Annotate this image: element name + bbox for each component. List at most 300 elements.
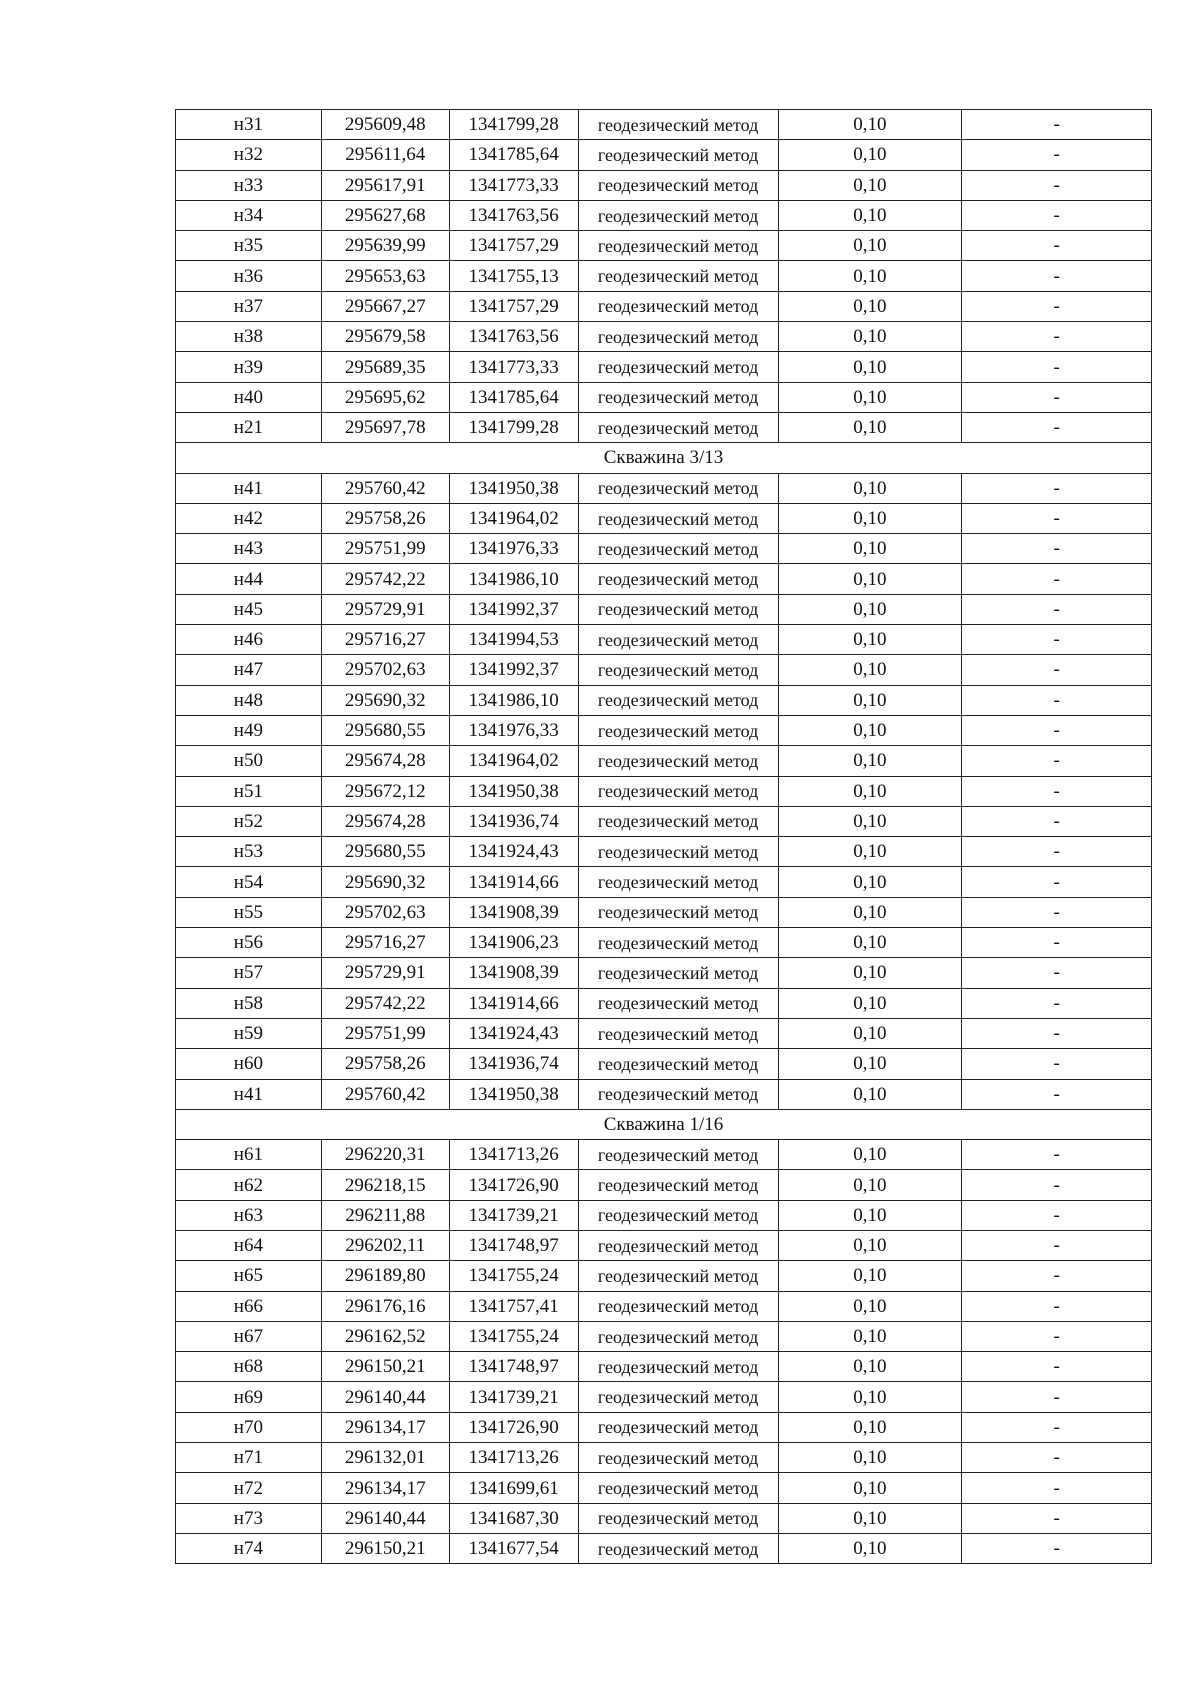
y-coordinate-cell: 1341755,24	[449, 1321, 578, 1351]
y-coordinate-cell: 1341739,21	[449, 1382, 578, 1412]
note-cell: -	[962, 473, 1152, 503]
accuracy-cell: 0,10	[778, 1079, 962, 1109]
point-name-cell: н45	[176, 594, 322, 624]
y-coordinate-cell: 1341924,43	[449, 837, 578, 867]
note-cell: -	[962, 928, 1152, 958]
x-coordinate-cell: 296220,31	[321, 1140, 449, 1170]
method-cell: геодезический метод	[578, 1170, 778, 1200]
point-name-cell: н37	[176, 291, 322, 321]
x-coordinate-cell: 295653,63	[321, 261, 449, 291]
y-coordinate-cell: 1341773,33	[449, 170, 578, 200]
note-cell: -	[962, 1443, 1152, 1473]
table-row	[176, 1443, 1152, 1473]
note-cell: -	[962, 746, 1152, 776]
accuracy-cell: 0,10	[778, 200, 962, 230]
y-coordinate-cell: 1341950,38	[449, 776, 578, 806]
note-cell: -	[962, 1079, 1152, 1109]
x-coordinate-cell: 295702,63	[321, 897, 449, 927]
x-coordinate-cell: 295679,58	[321, 322, 449, 352]
method-cell: геодезический метод	[578, 1140, 778, 1170]
point-name-cell: н21	[176, 412, 322, 442]
point-name-cell: н67	[176, 1321, 322, 1351]
accuracy-cell: 0,10	[778, 534, 962, 564]
table-row	[176, 473, 1152, 503]
table-row	[176, 685, 1152, 715]
table-row	[176, 776, 1152, 806]
coordinates-table-body	[176, 110, 1152, 1564]
method-cell: геодезический метод	[578, 988, 778, 1018]
point-name-cell: н51	[176, 776, 322, 806]
method-cell: геодезический метод	[578, 1321, 778, 1351]
accuracy-cell: 0,10	[778, 110, 962, 140]
point-name-cell: н71	[176, 1443, 322, 1473]
method-cell: геодезический метод	[578, 715, 778, 745]
point-name-cell: н50	[176, 746, 322, 776]
y-coordinate-cell: 1341908,39	[449, 958, 578, 988]
accuracy-cell: 0,10	[778, 867, 962, 897]
point-name-cell: н44	[176, 564, 322, 594]
method-cell: геодезический метод	[578, 776, 778, 806]
method-cell: геодезический метод	[578, 1473, 778, 1503]
y-coordinate-cell: 1341785,64	[449, 382, 578, 412]
x-coordinate-cell: 296132,01	[321, 1443, 449, 1473]
x-coordinate-cell: 296202,11	[321, 1230, 449, 1260]
accuracy-cell: 0,10	[778, 746, 962, 776]
x-coordinate-cell: 295742,22	[321, 988, 449, 1018]
point-name-cell: н54	[176, 867, 322, 897]
table-row	[176, 412, 1152, 442]
method-cell: геодезический метод	[578, 1443, 778, 1473]
method-cell: геодезический метод	[578, 534, 778, 564]
accuracy-cell: 0,10	[778, 988, 962, 1018]
y-coordinate-cell: 1341687,30	[449, 1503, 578, 1533]
y-coordinate-cell: 1341799,28	[449, 412, 578, 442]
table-row	[176, 897, 1152, 927]
accuracy-cell: 0,10	[778, 1261, 962, 1291]
table-row	[176, 1412, 1152, 1442]
y-coordinate-cell: 1341713,26	[449, 1443, 578, 1473]
y-coordinate-cell: 1341950,38	[449, 1079, 578, 1109]
table-row	[176, 1049, 1152, 1079]
accuracy-cell: 0,10	[778, 1049, 962, 1079]
table-row	[176, 594, 1152, 624]
point-name-cell: н70	[176, 1412, 322, 1442]
point-name-cell: н42	[176, 503, 322, 533]
table-row	[176, 1321, 1152, 1351]
y-coordinate-cell: 1341976,33	[449, 534, 578, 564]
y-coordinate-cell: 1341748,97	[449, 1230, 578, 1260]
table-row	[176, 928, 1152, 958]
method-cell: геодезический метод	[578, 1261, 778, 1291]
y-coordinate-cell: 1341757,29	[449, 291, 578, 321]
y-coordinate-cell: 1341964,02	[449, 503, 578, 533]
accuracy-cell: 0,10	[778, 958, 962, 988]
method-cell: геодезический метод	[578, 231, 778, 261]
method-cell: геодезический метод	[578, 352, 778, 382]
method-cell: геодезический метод	[578, 170, 778, 200]
y-coordinate-cell: 1341739,21	[449, 1200, 578, 1230]
y-coordinate-cell: 1341914,66	[449, 988, 578, 1018]
accuracy-cell: 0,10	[778, 1352, 962, 1382]
method-cell: геодезический метод	[578, 1412, 778, 1442]
accuracy-cell: 0,10	[778, 806, 962, 836]
point-name-cell: н41	[176, 1079, 322, 1109]
x-coordinate-cell: 295609,48	[321, 110, 449, 140]
method-cell: геодезический метод	[578, 867, 778, 897]
point-name-cell: н38	[176, 322, 322, 352]
x-coordinate-cell: 295760,42	[321, 1079, 449, 1109]
point-name-cell: н58	[176, 988, 322, 1018]
x-coordinate-cell: 295697,78	[321, 412, 449, 442]
note-cell: -	[962, 352, 1152, 382]
accuracy-cell: 0,10	[778, 1382, 962, 1412]
method-cell: геодезический метод	[578, 746, 778, 776]
accuracy-cell: 0,10	[778, 1291, 962, 1321]
note-cell: -	[962, 1352, 1152, 1382]
y-coordinate-cell: 1341726,90	[449, 1170, 578, 1200]
x-coordinate-cell: 295729,91	[321, 594, 449, 624]
note-cell: -	[962, 685, 1152, 715]
y-coordinate-cell: 1341936,74	[449, 806, 578, 836]
note-cell: -	[962, 1291, 1152, 1321]
table-row	[176, 1533, 1152, 1563]
accuracy-cell: 0,10	[778, 352, 962, 382]
y-coordinate-cell: 1341755,24	[449, 1261, 578, 1291]
method-cell: геодезический метод	[578, 1079, 778, 1109]
table-row	[176, 1291, 1152, 1321]
x-coordinate-cell: 295611,64	[321, 140, 449, 170]
section-title: Скважина 1/16	[176, 1109, 1152, 1139]
y-coordinate-cell: 1341699,61	[449, 1473, 578, 1503]
y-coordinate-cell: 1341763,56	[449, 200, 578, 230]
x-coordinate-cell: 296162,52	[321, 1321, 449, 1351]
note-cell: -	[962, 1200, 1152, 1230]
note-cell: -	[962, 867, 1152, 897]
method-cell: геодезический метод	[578, 473, 778, 503]
y-coordinate-cell: 1341986,10	[449, 564, 578, 594]
x-coordinate-cell: 295680,55	[321, 837, 449, 867]
accuracy-cell: 0,10	[778, 897, 962, 927]
method-cell: геодезический метод	[578, 1503, 778, 1533]
x-coordinate-cell: 295639,99	[321, 231, 449, 261]
note-cell: -	[962, 382, 1152, 412]
point-name-cell: н48	[176, 685, 322, 715]
table-row	[176, 837, 1152, 867]
note-cell: -	[962, 1503, 1152, 1533]
note-cell: -	[962, 1230, 1152, 1260]
note-cell: -	[962, 1533, 1152, 1563]
y-coordinate-cell: 1341950,38	[449, 473, 578, 503]
note-cell: -	[962, 806, 1152, 836]
note-cell: -	[962, 715, 1152, 745]
x-coordinate-cell: 295716,27	[321, 625, 449, 655]
x-coordinate-cell: 295702,63	[321, 655, 449, 685]
method-cell: геодезический метод	[578, 1352, 778, 1382]
accuracy-cell: 0,10	[778, 685, 962, 715]
note-cell: -	[962, 958, 1152, 988]
y-coordinate-cell: 1341986,10	[449, 685, 578, 715]
method-cell: геодезический метод	[578, 1291, 778, 1321]
table-row	[176, 1230, 1152, 1260]
y-coordinate-cell: 1341748,97	[449, 1352, 578, 1382]
method-cell: геодезический метод	[578, 655, 778, 685]
point-name-cell: н32	[176, 140, 322, 170]
accuracy-cell: 0,10	[778, 382, 962, 412]
x-coordinate-cell: 295617,91	[321, 170, 449, 200]
note-cell: -	[962, 503, 1152, 533]
x-coordinate-cell: 295751,99	[321, 534, 449, 564]
table-row	[176, 231, 1152, 261]
y-coordinate-cell: 1341757,41	[449, 1291, 578, 1321]
method-cell: геодезический метод	[578, 1230, 778, 1260]
point-name-cell: н66	[176, 1291, 322, 1321]
accuracy-cell: 0,10	[778, 564, 962, 594]
accuracy-cell: 0,10	[778, 1321, 962, 1351]
point-name-cell: н72	[176, 1473, 322, 1503]
point-name-cell: н49	[176, 715, 322, 745]
method-cell: геодезический метод	[578, 1049, 778, 1079]
note-cell: -	[962, 594, 1152, 624]
note-cell: -	[962, 564, 1152, 594]
y-coordinate-cell: 1341677,54	[449, 1533, 578, 1563]
point-name-cell: н60	[176, 1049, 322, 1079]
method-cell: геодезический метод	[578, 1018, 778, 1048]
table-row	[176, 1018, 1152, 1048]
section-header-row	[176, 1109, 1152, 1139]
note-cell: -	[962, 140, 1152, 170]
point-name-cell: н68	[176, 1352, 322, 1382]
note-cell: -	[962, 170, 1152, 200]
y-coordinate-cell: 1341964,02	[449, 746, 578, 776]
point-name-cell: н73	[176, 1503, 322, 1533]
point-name-cell: н59	[176, 1018, 322, 1048]
note-cell: -	[962, 110, 1152, 140]
accuracy-cell: 0,10	[778, 1170, 962, 1200]
table-row	[176, 322, 1152, 352]
table-row	[176, 291, 1152, 321]
note-cell: -	[962, 200, 1152, 230]
table-row	[176, 1200, 1152, 1230]
y-coordinate-cell: 1341976,33	[449, 715, 578, 745]
method-cell: геодезический метод	[578, 412, 778, 442]
accuracy-cell: 0,10	[778, 1533, 962, 1563]
table-row	[176, 1261, 1152, 1291]
point-name-cell: н63	[176, 1200, 322, 1230]
accuracy-cell: 0,10	[778, 1412, 962, 1442]
table-row	[176, 110, 1152, 140]
note-cell: -	[962, 231, 1152, 261]
x-coordinate-cell: 296150,21	[321, 1352, 449, 1382]
note-cell: -	[962, 1261, 1152, 1291]
point-name-cell: н56	[176, 928, 322, 958]
x-coordinate-cell: 295680,55	[321, 715, 449, 745]
note-cell: -	[962, 291, 1152, 321]
note-cell: -	[962, 988, 1152, 1018]
note-cell: -	[962, 837, 1152, 867]
note-cell: -	[962, 1321, 1152, 1351]
table-row	[176, 746, 1152, 776]
method-cell: геодезический метод	[578, 200, 778, 230]
accuracy-cell: 0,10	[778, 1473, 962, 1503]
accuracy-cell: 0,10	[778, 140, 962, 170]
accuracy-cell: 0,10	[778, 625, 962, 655]
y-coordinate-cell: 1341773,33	[449, 352, 578, 382]
x-coordinate-cell: 295672,12	[321, 776, 449, 806]
x-coordinate-cell: 296176,16	[321, 1291, 449, 1321]
method-cell: геодезический метод	[578, 1382, 778, 1412]
accuracy-cell: 0,10	[778, 715, 962, 745]
y-coordinate-cell: 1341757,29	[449, 231, 578, 261]
x-coordinate-cell: 296140,44	[321, 1382, 449, 1412]
method-cell: геодезический метод	[578, 897, 778, 927]
note-cell: -	[962, 1412, 1152, 1442]
point-name-cell: н43	[176, 534, 322, 564]
y-coordinate-cell: 1341992,37	[449, 655, 578, 685]
x-coordinate-cell: 295729,91	[321, 958, 449, 988]
table-row	[176, 564, 1152, 594]
x-coordinate-cell: 296211,88	[321, 1200, 449, 1230]
y-coordinate-cell: 1341785,64	[449, 140, 578, 170]
table-row	[176, 715, 1152, 745]
accuracy-cell: 0,10	[778, 776, 962, 806]
table-row	[176, 1140, 1152, 1170]
point-name-cell: н53	[176, 837, 322, 867]
y-coordinate-cell: 1341994,53	[449, 625, 578, 655]
coordinates-table	[175, 109, 1152, 1564]
table-row	[176, 1352, 1152, 1382]
x-coordinate-cell: 295674,28	[321, 806, 449, 836]
point-name-cell: н41	[176, 473, 322, 503]
table-row	[176, 1473, 1152, 1503]
y-coordinate-cell: 1341906,23	[449, 928, 578, 958]
point-name-cell: н31	[176, 110, 322, 140]
point-name-cell: н35	[176, 231, 322, 261]
table-row	[176, 867, 1152, 897]
table-row	[176, 534, 1152, 564]
accuracy-cell: 0,10	[778, 1018, 962, 1048]
accuracy-cell: 0,10	[778, 1140, 962, 1170]
table-row	[176, 806, 1152, 836]
note-cell: -	[962, 412, 1152, 442]
x-coordinate-cell: 295751,99	[321, 1018, 449, 1048]
method-cell: геодезический метод	[578, 261, 778, 291]
accuracy-cell: 0,10	[778, 291, 962, 321]
y-coordinate-cell: 1341713,26	[449, 1140, 578, 1170]
section-title: Скважина 3/13	[176, 443, 1152, 473]
point-name-cell: н52	[176, 806, 322, 836]
note-cell: -	[962, 322, 1152, 352]
x-coordinate-cell: 295689,35	[321, 352, 449, 382]
table-row	[176, 1079, 1152, 1109]
point-name-cell: н65	[176, 1261, 322, 1291]
y-coordinate-cell: 1341755,13	[449, 261, 578, 291]
accuracy-cell: 0,10	[778, 231, 962, 261]
table-row	[176, 170, 1152, 200]
x-coordinate-cell: 295667,27	[321, 291, 449, 321]
accuracy-cell: 0,10	[778, 594, 962, 624]
method-cell: геодезический метод	[578, 594, 778, 624]
accuracy-cell: 0,10	[778, 655, 962, 685]
section-header-row	[176, 443, 1152, 473]
method-cell: геодезический метод	[578, 625, 778, 655]
x-coordinate-cell: 296140,44	[321, 1503, 449, 1533]
note-cell: -	[962, 1018, 1152, 1048]
point-name-cell: н74	[176, 1533, 322, 1563]
y-coordinate-cell: 1341726,90	[449, 1412, 578, 1442]
point-name-cell: н57	[176, 958, 322, 988]
table-row	[176, 1382, 1152, 1412]
method-cell: геодезический метод	[578, 806, 778, 836]
note-cell: -	[962, 1049, 1152, 1079]
note-cell: -	[962, 261, 1152, 291]
y-coordinate-cell: 1341992,37	[449, 594, 578, 624]
note-cell: -	[962, 655, 1152, 685]
y-coordinate-cell: 1341924,43	[449, 1018, 578, 1048]
note-cell: -	[962, 625, 1152, 655]
note-cell: -	[962, 1473, 1152, 1503]
point-name-cell: н33	[176, 170, 322, 200]
point-name-cell: н39	[176, 352, 322, 382]
y-coordinate-cell: 1341908,39	[449, 897, 578, 927]
note-cell: -	[962, 897, 1152, 927]
accuracy-cell: 0,10	[778, 1443, 962, 1473]
point-name-cell: н40	[176, 382, 322, 412]
table-row	[176, 140, 1152, 170]
x-coordinate-cell: 296134,17	[321, 1473, 449, 1503]
accuracy-cell: 0,10	[778, 928, 962, 958]
point-name-cell: н46	[176, 625, 322, 655]
x-coordinate-cell: 295758,26	[321, 1049, 449, 1079]
y-coordinate-cell: 1341799,28	[449, 110, 578, 140]
point-name-cell: н69	[176, 1382, 322, 1412]
x-coordinate-cell: 296150,21	[321, 1533, 449, 1563]
method-cell: геодезический метод	[578, 1533, 778, 1563]
y-coordinate-cell: 1341936,74	[449, 1049, 578, 1079]
point-name-cell: н36	[176, 261, 322, 291]
accuracy-cell: 0,10	[778, 837, 962, 867]
table-row	[176, 1170, 1152, 1200]
x-coordinate-cell: 295695,62	[321, 382, 449, 412]
method-cell: геодезический метод	[578, 382, 778, 412]
x-coordinate-cell: 296134,17	[321, 1412, 449, 1442]
point-name-cell: н34	[176, 200, 322, 230]
accuracy-cell: 0,10	[778, 261, 962, 291]
x-coordinate-cell: 295690,32	[321, 685, 449, 715]
method-cell: геодезический метод	[578, 685, 778, 715]
table-row	[176, 1503, 1152, 1533]
point-name-cell: н64	[176, 1230, 322, 1260]
method-cell: геодезический метод	[578, 564, 778, 594]
point-name-cell: н55	[176, 897, 322, 927]
x-coordinate-cell: 295716,27	[321, 928, 449, 958]
y-coordinate-cell: 1341914,66	[449, 867, 578, 897]
x-coordinate-cell: 295627,68	[321, 200, 449, 230]
method-cell: геодезический метод	[578, 837, 778, 867]
accuracy-cell: 0,10	[778, 473, 962, 503]
y-coordinate-cell: 1341763,56	[449, 322, 578, 352]
table-row	[176, 352, 1152, 382]
accuracy-cell: 0,10	[778, 503, 962, 533]
note-cell: -	[962, 1382, 1152, 1412]
x-coordinate-cell: 296189,80	[321, 1261, 449, 1291]
table-row	[176, 988, 1152, 1018]
table-row	[176, 200, 1152, 230]
method-cell: геодезический метод	[578, 503, 778, 533]
x-coordinate-cell: 295760,42	[321, 473, 449, 503]
x-coordinate-cell: 295690,32	[321, 867, 449, 897]
note-cell: -	[962, 1170, 1152, 1200]
method-cell: геодезический метод	[578, 1200, 778, 1230]
